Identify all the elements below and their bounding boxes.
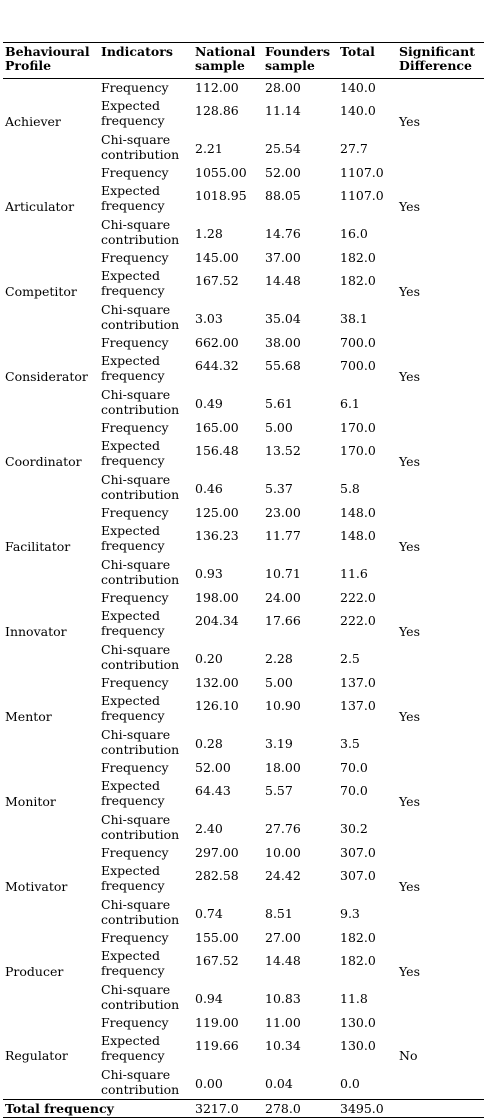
profile-cell: Considerator xyxy=(5,368,88,384)
total-value-cell: 1107.0 xyxy=(340,165,384,180)
footer-founders: 278.0 xyxy=(263,1099,338,1117)
profile-cell: Motivator xyxy=(5,878,68,894)
indicator-cell: Chi-square contribution xyxy=(101,812,180,842)
founders-value-cell: 5.61 xyxy=(265,396,293,411)
total-value-cell: 0.0 xyxy=(340,1076,360,1091)
header-total: Total xyxy=(338,43,397,79)
total-value-cell: 140.0 xyxy=(340,103,376,118)
national-value-cell: 136.23 xyxy=(195,528,239,543)
founders-value-cell: 11.14 xyxy=(265,103,301,118)
total-value-cell: 140.0 xyxy=(340,80,376,95)
national-value-cell: 126.10 xyxy=(195,698,239,713)
significant-cell: Yes xyxy=(399,283,420,299)
indicator-cell: Frequency xyxy=(101,420,169,435)
national-value-cell: 0.46 xyxy=(195,481,223,496)
founders-value-cell: 13.52 xyxy=(265,443,301,458)
table-row xyxy=(3,504,484,521)
total-value-cell: 137.0 xyxy=(340,698,376,713)
indicator-cell: Chi-square contribution xyxy=(101,387,180,417)
indicator-cell: Expected frequency xyxy=(101,268,165,298)
indicator-cell: Frequency xyxy=(101,845,169,860)
footer-empty xyxy=(397,1099,484,1117)
indicator-cell: Expected frequency xyxy=(101,863,165,893)
founders-value-cell: 8.51 xyxy=(265,906,293,921)
national-value-cell: 0.49 xyxy=(195,396,223,411)
founders-value-cell: 11.00 xyxy=(265,1015,301,1030)
founders-value-cell: 2.28 xyxy=(265,651,293,666)
indicator-cell: Chi-square contribution xyxy=(101,727,180,757)
total-value-cell: 307.0 xyxy=(340,845,376,860)
total-value-cell: 5.8 xyxy=(340,481,360,496)
total-value-cell: 70.0 xyxy=(340,760,368,775)
total-value-cell: 170.0 xyxy=(340,420,376,435)
table-row xyxy=(3,929,484,946)
indicator-cell: Frequency xyxy=(101,675,169,690)
footer-row xyxy=(3,1099,484,1117)
header-founders-sample: Founders sample xyxy=(263,43,338,79)
total-value-cell: 38.1 xyxy=(340,311,368,326)
founders-value-cell: 5.00 xyxy=(265,675,293,690)
indicator-cell: Chi-square contribution xyxy=(101,302,180,332)
total-value-cell: 182.0 xyxy=(340,930,376,945)
national-value-cell: 167.52 xyxy=(195,953,239,968)
profile-cell: Regulator xyxy=(5,1048,68,1064)
total-value-cell: 11.6 xyxy=(340,566,368,581)
profile-cell: Mentor xyxy=(5,708,52,724)
founders-value-cell: 28.00 xyxy=(265,80,301,95)
national-value-cell: 155.00 xyxy=(195,930,239,945)
national-value-cell: 3.03 xyxy=(195,311,223,326)
profile-cell: Coordinator xyxy=(5,453,82,469)
total-value-cell: 148.0 xyxy=(340,528,376,543)
total-value-cell: 148.0 xyxy=(340,505,376,520)
total-value-cell: 9.3 xyxy=(340,906,360,921)
total-value-cell: 182.0 xyxy=(340,273,376,288)
total-value-cell: 6.1 xyxy=(340,396,360,411)
profile-cell: Innovator xyxy=(5,623,67,639)
significant-cell: Yes xyxy=(399,453,420,469)
national-value-cell: 145.00 xyxy=(195,250,239,265)
national-value-cell: 119.00 xyxy=(195,1015,239,1030)
significant-cell: Yes xyxy=(399,538,420,554)
significant-cell: Yes xyxy=(399,708,420,724)
significant-cell: Yes xyxy=(399,623,420,639)
indicator-cell: Chi-square contribution xyxy=(101,982,180,1012)
indicator-cell: Expected frequency xyxy=(101,608,165,638)
founders-value-cell: 0.04 xyxy=(265,1076,293,1091)
indicator-cell: Expected frequency xyxy=(101,693,165,723)
indicator-cell: Frequency xyxy=(101,505,169,520)
footer-label: Total frequency xyxy=(3,1099,193,1117)
indicator-cell: Chi-square contribution xyxy=(101,132,180,162)
founders-value-cell: 10.71 xyxy=(265,566,301,581)
header-profile: Behavioural Profile xyxy=(3,43,99,79)
table-row xyxy=(3,79,484,97)
national-value-cell: 0.74 xyxy=(195,906,223,921)
header-national-sample: National sample xyxy=(193,43,263,79)
significant-cell: Yes xyxy=(399,198,420,214)
indicator-cell: Expected frequency xyxy=(101,948,165,978)
national-value-cell: 0.20 xyxy=(195,651,223,666)
national-value-cell: 64.43 xyxy=(195,783,231,798)
significant-cell: Yes xyxy=(399,793,420,809)
total-value-cell: 130.0 xyxy=(340,1015,376,1030)
profile-cell: Facilitator xyxy=(5,538,71,554)
total-value-cell: 70.0 xyxy=(340,783,368,798)
national-value-cell: 282.58 xyxy=(195,868,239,883)
indicator-cell: Chi-square contribution xyxy=(101,897,180,927)
founders-value-cell: 10.34 xyxy=(265,1038,301,1053)
indicator-cell: Chi-square contribution xyxy=(101,1066,180,1097)
national-value-cell: 1018.95 xyxy=(195,188,247,203)
total-value-cell: 1107.0 xyxy=(340,188,384,203)
national-value-cell: 52.00 xyxy=(195,760,231,775)
founders-value-cell: 38.00 xyxy=(265,335,301,350)
header-row xyxy=(3,43,484,79)
profile-cell: Articulator xyxy=(5,198,75,214)
total-value-cell: 30.2 xyxy=(340,821,368,836)
indicator-cell: Expected frequency xyxy=(101,438,165,468)
founders-value-cell: 27.76 xyxy=(265,821,301,836)
founders-value-cell: 88.05 xyxy=(265,188,301,203)
significant-cell: Yes xyxy=(399,113,420,129)
indicator-cell: Frequency xyxy=(101,335,169,350)
significant-cell: Yes xyxy=(399,368,420,384)
founders-value-cell: 10.90 xyxy=(265,698,301,713)
table-row xyxy=(3,844,484,861)
total-value-cell: 222.0 xyxy=(340,613,376,628)
founders-value-cell: 3.19 xyxy=(265,736,293,751)
national-value-cell: 644.32 xyxy=(195,358,239,373)
indicator-cell: Frequency xyxy=(101,165,169,180)
founders-value-cell: 23.00 xyxy=(265,505,301,520)
national-value-cell: 0.00 xyxy=(195,1076,223,1091)
indicator-cell: Expected frequency xyxy=(101,353,165,383)
profile-cell: Monitor xyxy=(5,793,56,809)
national-value-cell: 132.00 xyxy=(195,675,239,690)
indicator-cell: Chi-square contribution xyxy=(101,642,180,672)
table-row xyxy=(3,164,484,181)
total-value-cell: 700.0 xyxy=(340,335,376,350)
total-value-cell: 222.0 xyxy=(340,590,376,605)
table-row xyxy=(3,674,484,691)
significant-cell: Yes xyxy=(399,878,420,894)
total-value-cell: 130.0 xyxy=(340,1038,376,1053)
national-value-cell: 156.48 xyxy=(195,443,239,458)
national-value-cell: 128.86 xyxy=(195,103,239,118)
national-value-cell: 198.00 xyxy=(195,590,239,605)
significant-cell: No xyxy=(399,1048,418,1064)
national-value-cell: 297.00 xyxy=(195,845,239,860)
indicator-cell: Frequency xyxy=(101,80,169,95)
table-container xyxy=(3,42,484,1118)
founders-value-cell: 5.00 xyxy=(265,420,293,435)
total-value-cell: 182.0 xyxy=(340,953,376,968)
total-value-cell: 137.0 xyxy=(340,675,376,690)
indicator-cell: Chi-square contribution xyxy=(101,472,180,502)
profile-cell: Producer xyxy=(5,963,64,979)
national-value-cell: 1.28 xyxy=(195,226,223,241)
total-value-cell: 307.0 xyxy=(340,868,376,883)
founders-value-cell: 25.54 xyxy=(265,141,301,156)
indicator-cell: Frequency xyxy=(101,760,169,775)
table-row xyxy=(3,249,484,266)
table-row xyxy=(3,1014,484,1031)
table-row xyxy=(3,759,484,776)
total-value-cell: 2.5 xyxy=(340,651,360,666)
national-value-cell: 0.28 xyxy=(195,736,223,751)
total-value-cell: 3.5 xyxy=(340,736,360,751)
total-value-cell: 16.0 xyxy=(340,226,368,241)
header-indicators: Indicators xyxy=(99,43,193,79)
national-value-cell: 2.21 xyxy=(195,141,223,156)
total-value-cell: 182.0 xyxy=(340,250,376,265)
founders-value-cell: 14.76 xyxy=(265,226,301,241)
behavioural-profile-table xyxy=(3,42,484,1118)
profile-cell: Achiever xyxy=(5,113,61,129)
founders-value-cell: 37.00 xyxy=(265,250,301,265)
profile-cell: Competitor xyxy=(5,283,77,299)
table-body xyxy=(3,79,484,1100)
indicator-cell: Frequency xyxy=(101,930,169,945)
indicator-cell: Expected frequency xyxy=(101,98,165,128)
founders-value-cell: 5.37 xyxy=(265,481,293,496)
header-significant-difference: Significant Difference xyxy=(397,43,484,79)
founders-value-cell: 55.68 xyxy=(265,358,301,373)
founders-value-cell: 52.00 xyxy=(265,165,301,180)
national-value-cell: 125.00 xyxy=(195,505,239,520)
indicator-cell: Frequency xyxy=(101,590,169,605)
national-value-cell: 112.00 xyxy=(195,80,239,95)
founders-value-cell: 24.00 xyxy=(265,590,301,605)
national-value-cell: 0.93 xyxy=(195,566,223,581)
national-value-cell: 0.94 xyxy=(195,991,223,1006)
total-value-cell: 27.7 xyxy=(340,141,368,156)
total-value-cell: 700.0 xyxy=(340,358,376,373)
founders-value-cell: 18.00 xyxy=(265,760,301,775)
founders-value-cell: 5.57 xyxy=(265,783,293,798)
total-value-cell: 11.8 xyxy=(340,991,368,1006)
table-row xyxy=(3,419,484,436)
founders-value-cell: 27.00 xyxy=(265,930,301,945)
founders-value-cell: 24.42 xyxy=(265,868,301,883)
founders-value-cell: 10.83 xyxy=(265,991,301,1006)
founders-value-cell: 14.48 xyxy=(265,953,301,968)
national-value-cell: 204.34 xyxy=(195,613,239,628)
footer-total: 3495.0 xyxy=(338,1099,397,1117)
founders-value-cell: 17.66 xyxy=(265,613,301,628)
total-value-cell: 170.0 xyxy=(340,443,376,458)
founders-value-cell: 11.77 xyxy=(265,528,301,543)
significant-cell: Yes xyxy=(399,963,420,979)
indicator-cell: Expected frequency xyxy=(101,523,165,553)
table-row xyxy=(3,589,484,606)
national-value-cell: 119.66 xyxy=(195,1038,239,1053)
national-value-cell: 165.00 xyxy=(195,420,239,435)
founders-value-cell: 35.04 xyxy=(265,311,301,326)
indicator-cell: Expected frequency xyxy=(101,183,165,213)
national-value-cell: 1055.00 xyxy=(195,165,247,180)
indicator-cell: Frequency xyxy=(101,1015,169,1030)
indicator-cell: Frequency xyxy=(101,250,169,265)
national-value-cell: 2.40 xyxy=(195,821,223,836)
footer-national: 3217.0 xyxy=(193,1099,263,1117)
indicator-cell: Chi-square contribution xyxy=(101,217,180,247)
indicator-cell: Chi-square contribution xyxy=(101,557,180,587)
national-value-cell: 167.52 xyxy=(195,273,239,288)
founders-value-cell: 10.00 xyxy=(265,845,301,860)
table-row xyxy=(3,334,484,351)
indicator-cell: Expected frequency xyxy=(101,778,165,808)
indicator-cell: Expected frequency xyxy=(101,1033,165,1063)
founders-value-cell: 14.48 xyxy=(265,273,301,288)
national-value-cell: 662.00 xyxy=(195,335,239,350)
